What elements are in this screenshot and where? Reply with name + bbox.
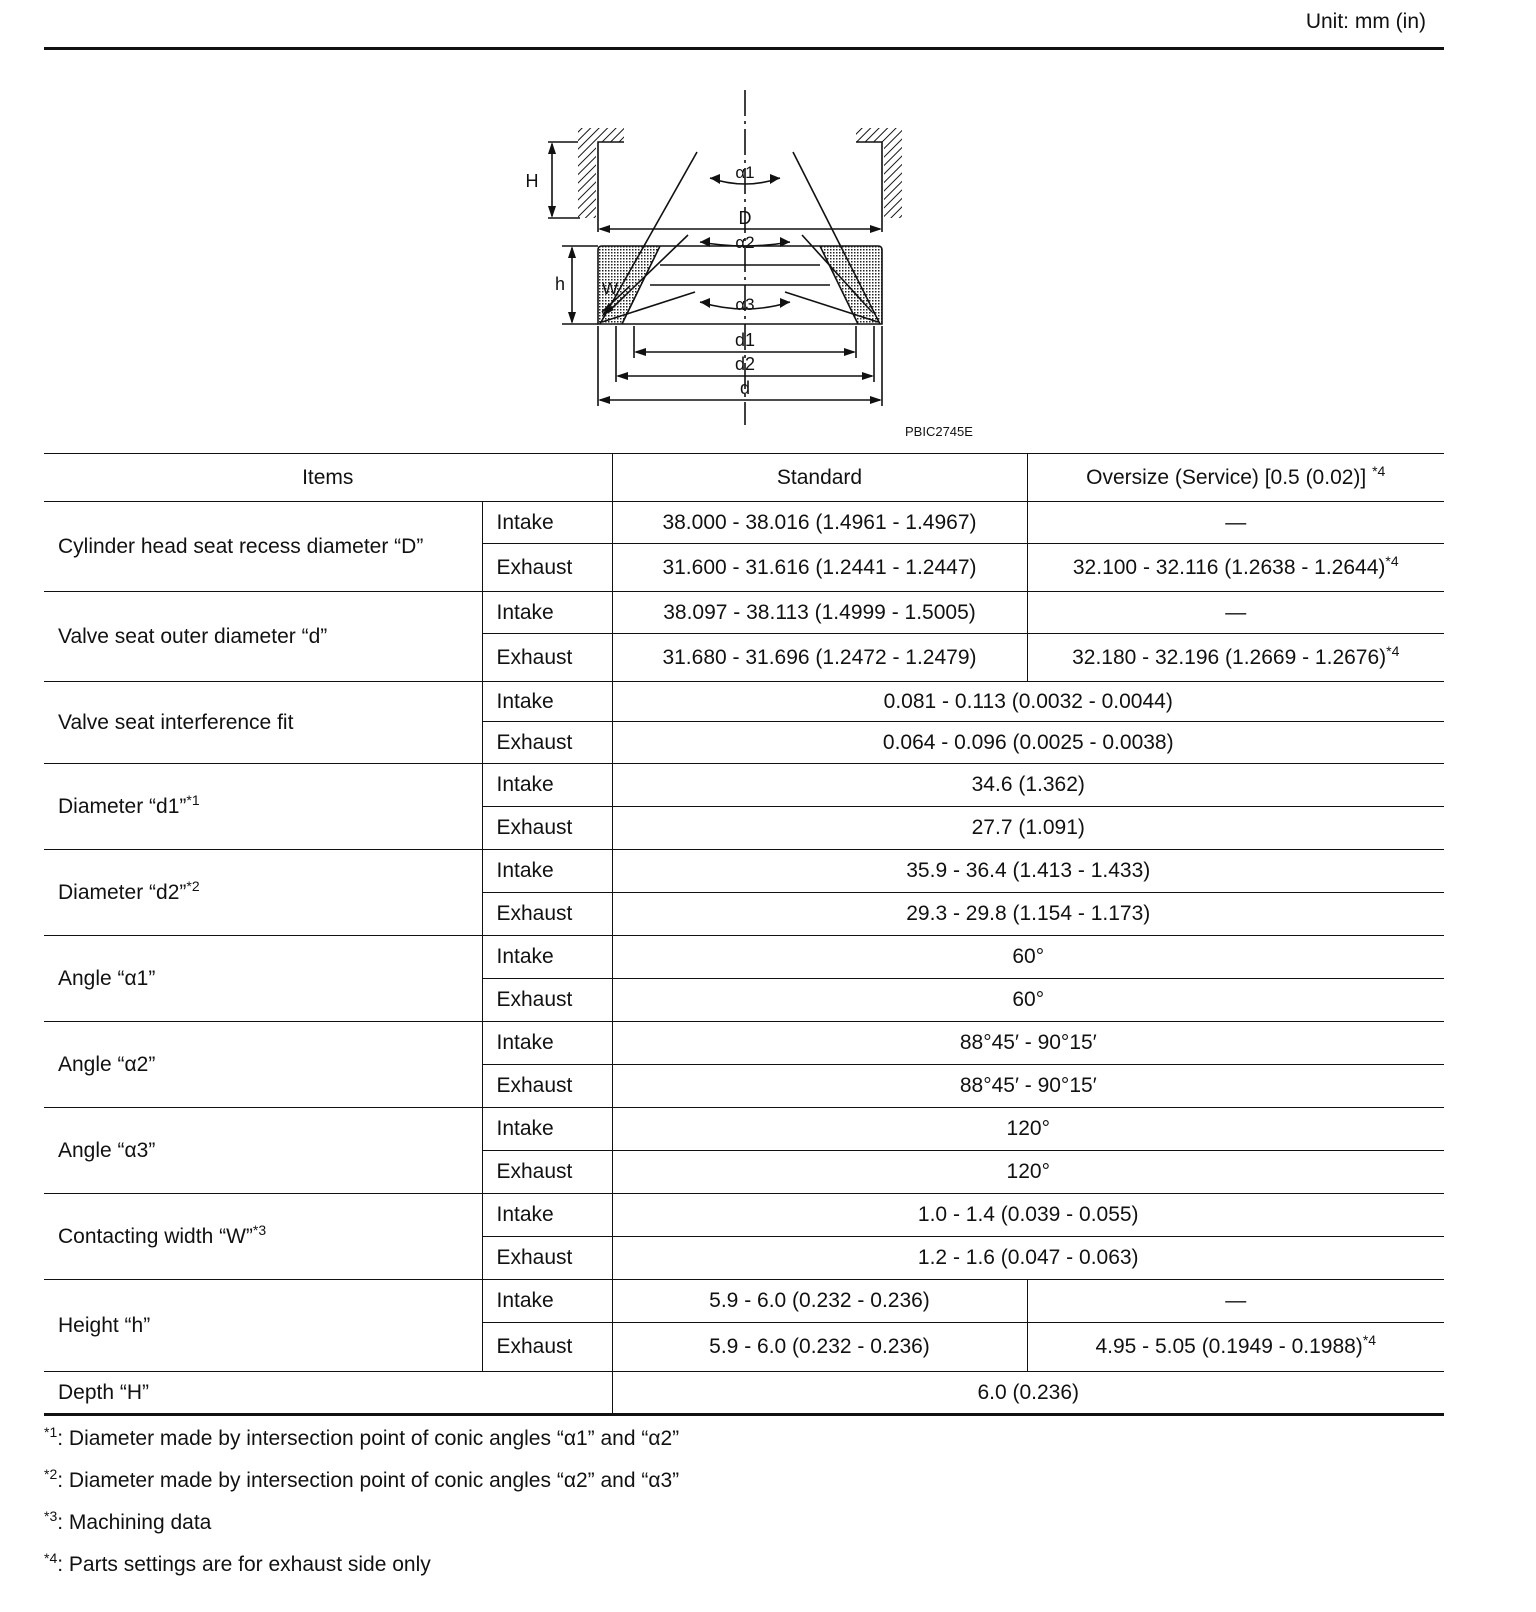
row-label-alpha2: Angle “α2” bbox=[44, 1022, 482, 1108]
label-D: D bbox=[738, 208, 752, 228]
valve-seat-spec-table bbox=[44, 453, 1444, 1416]
cell-value: — bbox=[1027, 592, 1444, 634]
unit-label: Unit: mm (in) bbox=[1305, 10, 1426, 33]
cell-value: 60° bbox=[612, 936, 1444, 979]
cell-value: — bbox=[1027, 1280, 1444, 1323]
valve-seat-diagram bbox=[525, 90, 980, 435]
side-exhaust: Exhaust bbox=[482, 1237, 612, 1280]
row-label-depth: Depth “H” bbox=[44, 1372, 612, 1415]
label-alpha1: α1 bbox=[735, 163, 755, 182]
side-intake: Intake bbox=[482, 1022, 612, 1065]
cell-value: 29.3 - 29.8 (1.154 - 1.173) bbox=[612, 893, 1444, 936]
cell-value: 120° bbox=[612, 1108, 1444, 1151]
cell-value: 5.9 - 6.0 (0.232 - 0.236) bbox=[612, 1323, 1027, 1372]
cylinder-head-left bbox=[578, 128, 624, 218]
side-exhaust: Exhaust bbox=[482, 722, 612, 764]
side-intake: Intake bbox=[482, 502, 612, 544]
row-label-width: Contacting width “W”$^{*3}$ bbox=[44, 1194, 482, 1280]
cell-value: 31.600 - 31.616 (1.2441 - 1.2447) bbox=[612, 544, 1027, 592]
table-row bbox=[44, 1280, 1444, 1323]
row-label-alpha1: Angle “α1” bbox=[44, 936, 482, 1022]
label-d2: d2 bbox=[734, 354, 756, 374]
figure-code: PBIC2745E bbox=[905, 424, 973, 439]
table-row bbox=[44, 1022, 1444, 1065]
cell-value: 88°45′ - 90°15′ bbox=[612, 1065, 1444, 1108]
label-W: W bbox=[601, 279, 619, 298]
side-intake: Intake bbox=[482, 850, 612, 893]
row-label-recess: Cylinder head seat recess diameter “D” bbox=[44, 502, 482, 592]
cell-value: 34.6 (1.362) bbox=[612, 764, 1444, 807]
cell-value: 32.100 - 32.116 (1.2638 - 1.2644)$^{*4}$ bbox=[1027, 544, 1444, 592]
row-label-height: Height “h” bbox=[44, 1280, 482, 1372]
cell-value: 88°45′ - 90°15′ bbox=[612, 1022, 1444, 1065]
footnote: $^{*3}$: Machining data bbox=[44, 1508, 212, 1534]
cell-value: 35.9 - 36.4 (1.413 - 1.433) bbox=[612, 850, 1444, 893]
cell-value: 1.0 - 1.4 (0.039 - 0.055) bbox=[612, 1194, 1444, 1237]
side-exhaust: Exhaust bbox=[482, 1151, 612, 1194]
row-label-alpha3: Angle “α3” bbox=[44, 1108, 482, 1194]
cell-value: 0.081 - 0.113 (0.0032 - 0.0044) bbox=[612, 682, 1444, 722]
side-exhaust: Exhaust bbox=[482, 807, 612, 850]
header-items: Items bbox=[44, 454, 612, 502]
side-exhaust: Exhaust bbox=[482, 544, 612, 592]
cell-value: 1.2 - 1.6 (0.047 - 0.063) bbox=[612, 1237, 1444, 1280]
table-row bbox=[44, 1108, 1444, 1151]
row-label-outer: Valve seat outer diameter “d” bbox=[44, 592, 482, 682]
footnote: $^{*1}$: Diameter made by intersection point of conic angles “α1” and “α2” bbox=[44, 1424, 680, 1450]
cell-value: 120° bbox=[612, 1151, 1444, 1194]
side-exhaust: Exhaust bbox=[482, 1323, 612, 1372]
label-h: h bbox=[554, 274, 566, 294]
table-row bbox=[44, 592, 1444, 634]
table-row bbox=[44, 1372, 1444, 1415]
cell-value: 38.000 - 38.016 (1.4961 - 1.4967) bbox=[612, 502, 1027, 544]
cell-value: 4.95 - 5.05 (0.1949 - 0.1988)$^{*4}$ bbox=[1027, 1323, 1444, 1372]
cell-value: 31.680 - 31.696 (1.2472 - 1.2479) bbox=[612, 634, 1027, 682]
side-intake: Intake bbox=[482, 936, 612, 979]
footnote: $^{*4}$: Parts settings are for exhaust side only bbox=[44, 1550, 431, 1576]
table-row bbox=[44, 1194, 1444, 1237]
side-exhaust: Exhaust bbox=[482, 893, 612, 936]
header-standard: Standard bbox=[612, 454, 1027, 502]
table-row bbox=[44, 764, 1444, 807]
label-d1: d1 bbox=[734, 330, 756, 350]
row-label-d1: Diameter “d1”$^{*1}$ bbox=[44, 764, 482, 850]
cell-value: 0.064 - 0.096 (0.0025 - 0.0038) bbox=[612, 722, 1444, 764]
footnotes bbox=[44, 1423, 679, 1591]
side-intake: Intake bbox=[482, 1108, 612, 1151]
footnote: $^{*2}$: Diameter made by intersection point of conic angles “α2” and “α3” bbox=[44, 1466, 680, 1492]
side-intake: Intake bbox=[482, 1194, 612, 1237]
top-rule bbox=[44, 47, 1444, 50]
header-oversize: Oversize (Service) [0.5 (0.02)] $^{*4}$ bbox=[1027, 454, 1444, 502]
table-row bbox=[44, 936, 1444, 979]
side-intake: Intake bbox=[482, 682, 612, 722]
cell-value: 5.9 - 6.0 (0.232 - 0.236) bbox=[612, 1280, 1027, 1323]
side-intake: Intake bbox=[482, 764, 612, 807]
table-header-row bbox=[44, 454, 1444, 502]
cell-value: — bbox=[1027, 502, 1444, 544]
label-alpha3: α3 bbox=[735, 295, 755, 314]
cell-value: 27.7 (1.091) bbox=[612, 807, 1444, 850]
side-exhaust: Exhaust bbox=[482, 979, 612, 1022]
side-intake: Intake bbox=[482, 1280, 612, 1323]
cell-value: 6.0 (0.236) bbox=[612, 1372, 1444, 1415]
side-exhaust: Exhaust bbox=[482, 634, 612, 682]
side-exhaust: Exhaust bbox=[482, 1065, 612, 1108]
cell-value: 60° bbox=[612, 979, 1444, 1022]
label-alpha2: α2 bbox=[735, 233, 755, 252]
cell-value: 32.180 - 32.196 (1.2669 - 1.2676)$^{*4}$ bbox=[1027, 634, 1444, 682]
row-label-fit: Valve seat interference fit bbox=[44, 682, 482, 764]
cylinder-head-right bbox=[856, 128, 902, 218]
cell-value: 38.097 - 38.113 (1.4999 - 1.5005) bbox=[612, 592, 1027, 634]
table-row bbox=[44, 502, 1444, 544]
table-row bbox=[44, 682, 1444, 722]
label-H: H bbox=[525, 171, 539, 191]
row-label-d2: Diameter “d2”$^{*2}$ bbox=[44, 850, 482, 936]
label-d: d bbox=[739, 378, 751, 398]
side-intake: Intake bbox=[482, 592, 612, 634]
table-row bbox=[44, 850, 1444, 893]
